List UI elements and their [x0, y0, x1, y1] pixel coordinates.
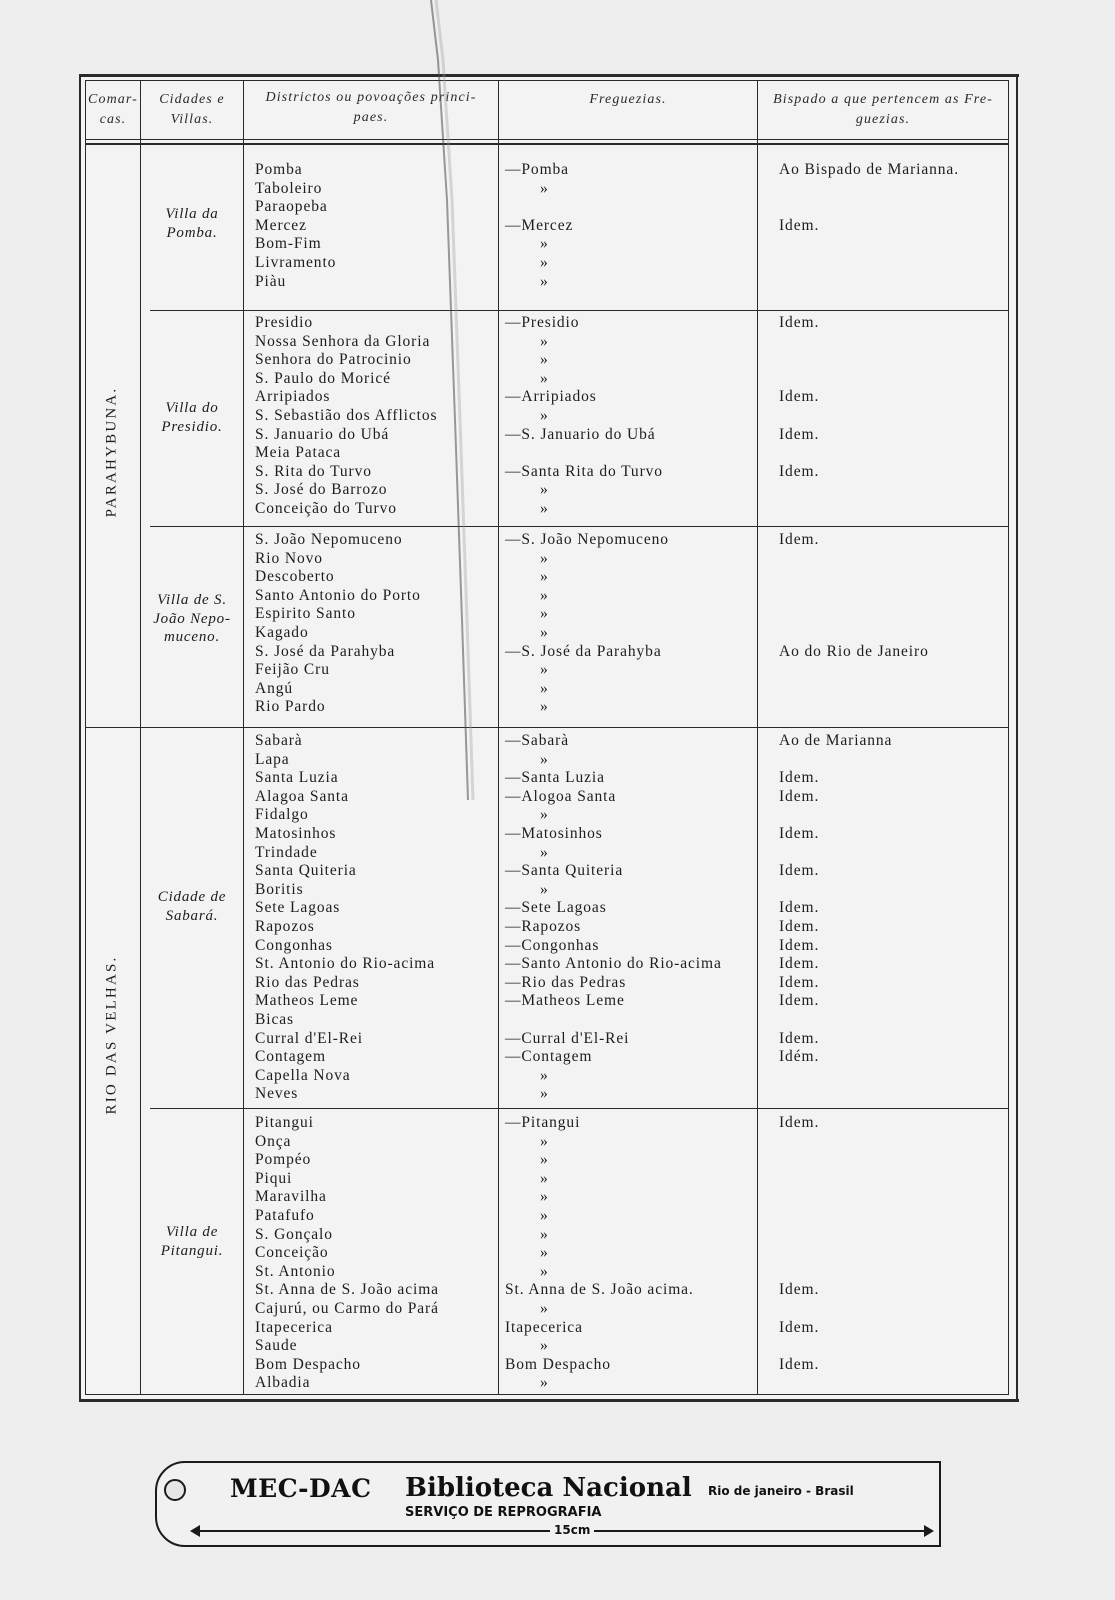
ditto-mark: » [540, 605, 549, 623]
freguezia-cell: —Santa Quiteria [505, 862, 624, 880]
districto-cell: Curral d'El-Rei [255, 1029, 363, 1047]
districto-cell: Cajurú, ou Carmo do Pará [255, 1300, 439, 1317]
ditto-mark: » [540, 1244, 549, 1262]
ditto-mark: » [540, 179, 549, 197]
districto-cell: Piqui [255, 1169, 293, 1187]
freguezia-cell: Itapecerica [505, 1318, 583, 1336]
districto-cell: Senhora do Patrocinio [255, 351, 412, 369]
header-bispado: guezias. [855, 112, 911, 127]
comarca-divider [85, 727, 1008, 728]
villa-name: Cidade de [157, 889, 227, 905]
bispado-cell: Idem. [779, 425, 820, 443]
bispado-cell: Idem. [779, 388, 820, 406]
freguezia-cell: —Santo Antonio do Rio-acima [505, 955, 722, 973]
ditto-mark: » [540, 1085, 549, 1103]
header-freguezias: Freguezias. [589, 92, 667, 107]
districto-cell: Neves [255, 1085, 299, 1103]
villa-name: Presidio. [161, 418, 223, 435]
column-divider [140, 80, 141, 1395]
districto-cell: Livramento [255, 254, 337, 271]
districto-cell: Maravilha [255, 1188, 327, 1206]
row-divider [150, 526, 1008, 527]
bispado-cell: Idem. [779, 462, 820, 480]
districto-cell: Bom Despacho [255, 1355, 361, 1373]
villa-name: Villa da [165, 206, 219, 222]
freguezia-cell: —Pitangui [505, 1114, 581, 1131]
districto-cell: Bicas [255, 1011, 294, 1028]
districto-cell: Presidio [255, 314, 314, 331]
districto-cell: Rio das Pedras [255, 973, 360, 991]
districto-cell: Sabarà [255, 732, 303, 749]
ditto-mark: » [540, 806, 549, 824]
ditto-mark: » [540, 586, 549, 604]
ditto-mark: » [540, 272, 549, 290]
header-districtos: paes. [353, 110, 389, 125]
bispado-cell: Idem. [779, 936, 820, 954]
freguezia-cell: —Arripiados [505, 388, 597, 406]
freguezia-cell: —S. João Nepomuceno [505, 531, 669, 548]
bispado-cell: Idem. [779, 531, 820, 548]
districto-cell: S. José do Barrozo [255, 481, 388, 499]
bispado-cell: Idem. [779, 1114, 820, 1131]
bispado-cell: Idem. [779, 825, 820, 842]
ditto-mark: » [540, 351, 549, 369]
ditto-mark: » [540, 254, 549, 271]
ditto-mark: » [540, 568, 549, 586]
row-divider [150, 310, 1008, 311]
header-comarcas: cas. [99, 112, 127, 127]
ditto-mark: » [540, 1374, 549, 1392]
freguezia-cell: —Santa Luzia [505, 769, 605, 787]
districto-cell: Matheos Leme [255, 992, 359, 1010]
bispado-cell: Idem. [779, 769, 820, 787]
ditto-mark: » [540, 679, 549, 697]
freguezia-cell: Bom Despacho [505, 1355, 611, 1373]
districto-cell: Piàu [255, 272, 287, 290]
districto-cell: Taboleiro [255, 179, 323, 197]
districto-cell: S. Gonçalo [255, 1225, 333, 1243]
ditto-mark: » [540, 698, 549, 716]
ditto-mark: » [540, 500, 549, 517]
comarca-name: RIO DAS VELHAS. [103, 955, 120, 1115]
bispado-cell: Idem. [779, 918, 820, 935]
row-divider [150, 1108, 1008, 1109]
bispado-cell: Idem. [779, 1355, 820, 1373]
districto-cell: Kagado [255, 624, 309, 641]
bispado-cell: Ao Bispado de Marianna. [779, 161, 959, 178]
table-bottom-inner-border [85, 1394, 1009, 1395]
villa-name: Villa do [165, 400, 219, 416]
ditto-mark: » [540, 1169, 549, 1187]
freguezia-cell: —Curral d'El-Rei [505, 1029, 630, 1047]
header-comarcas: Comar- [88, 92, 138, 107]
villa-name: Pomba. [166, 224, 218, 241]
ditto-mark: » [540, 1300, 549, 1317]
districto-cell: Boritis [255, 880, 304, 898]
districto-cell: Contagem [255, 1048, 326, 1066]
districto-cell: Angú [255, 679, 294, 697]
ditto-mark: » [540, 1066, 549, 1084]
villa-name: Sabará. [165, 907, 219, 924]
bispado-cell: Ao de Marianna [779, 732, 893, 749]
freguezia-cell: —Santa Rita do Turvo [505, 462, 663, 480]
column-divider [757, 80, 758, 1395]
ditto-mark: » [540, 407, 549, 424]
freguezia-cell: —S. José da Parahyba [505, 642, 662, 660]
column-divider [498, 80, 499, 1395]
districto-cell: Pompéo [255, 1151, 312, 1169]
districto-cell: St. Antonio do Rio-acima [255, 955, 436, 973]
ditto-mark: » [540, 843, 549, 861]
stamp-library-name: Biblioteca Nacional [405, 1473, 692, 1503]
stamp-service: SERVIÇO DE REPROGRAFIA [405, 1505, 602, 1520]
bispado-cell: Idem. [779, 955, 820, 973]
districto-cell: Santo Antonio do Porto [255, 586, 421, 604]
freguezia-cell: —Rapozos [505, 918, 582, 935]
districto-cell: Saude [255, 1337, 298, 1355]
bispado-cell: Idem. [779, 787, 820, 805]
bispado-cell: Idem. [779, 1281, 820, 1299]
ditto-mark: » [540, 549, 549, 567]
freguezia-cell: —Presidio [505, 314, 580, 331]
freguezia-cell: St. Anna de S. João acima. [505, 1281, 694, 1299]
districto-cell: St. Anna de S. João acima [255, 1281, 439, 1299]
freguezia-cell: —Rio das Pedras [505, 973, 627, 991]
ditto-mark: » [540, 750, 549, 768]
districto-cell: Pomba [255, 161, 303, 178]
districto-cell: Rio Pardo [255, 698, 326, 716]
stamp-location: Rio de janeiro - Brasil [708, 1484, 854, 1498]
comarca-name: PARAHYBUNA. [103, 386, 120, 518]
districto-cell: Conceição [255, 1244, 329, 1262]
bispado-cell: Idem. [779, 862, 820, 880]
districto-cell: Capella Nova [255, 1066, 351, 1084]
villa-name: Villa de S. [157, 592, 227, 608]
ditto-mark: » [540, 1262, 549, 1280]
districto-cell: S. Rita do Turvo [255, 462, 372, 480]
districto-cell: Santa Luzia [255, 769, 339, 787]
bispado-cell: Ao do Rio de Janeiro [779, 642, 929, 660]
districto-cell: Paraopeba [255, 198, 328, 216]
bispado-cell: Idem. [779, 899, 820, 917]
districto-cell: S. Januario do Ubá [255, 425, 390, 443]
districto-cell: Espirito Santo [255, 605, 356, 623]
ditto-mark: » [540, 369, 549, 387]
header-bispado: Bispado a que pertencem as Fre- [773, 92, 993, 107]
ditto-mark: » [540, 624, 549, 641]
ditto-mark: » [540, 1337, 549, 1355]
stamp-hole [164, 1479, 186, 1501]
freguezia-cell: —Mercez [505, 216, 574, 234]
villa-name: João Nepo- [153, 610, 231, 627]
freguezia-cell: —Sabarà [505, 732, 569, 749]
districto-cell: Lapa [255, 750, 290, 768]
table-right-inner-border [1008, 80, 1009, 1395]
header-cidades: Cidades e [159, 92, 225, 107]
table-bottom-border [79, 1399, 1019, 1402]
districto-cell: Arripiados [255, 388, 331, 406]
districto-cell: Trindade [255, 843, 318, 861]
districto-cell: Bom-Fim [255, 235, 322, 253]
freguezia-cell: —Pomba [505, 161, 569, 178]
districto-cell: S. Sebastião dos Afflictos [255, 407, 438, 424]
table-top-border [79, 74, 1019, 77]
header-bottom-rule [85, 139, 1009, 140]
ditto-mark: » [540, 1225, 549, 1243]
districto-cell: Meia Pataca [255, 444, 342, 462]
freguezia-cell: —Alogoa Santa [505, 787, 617, 805]
table-top-inner-border [85, 80, 1009, 81]
villa-name: Pitangui. [160, 1242, 224, 1259]
districto-cell: S. João Nepomuceno [255, 531, 403, 548]
header-districtos: Districtos ou povoações princi- [265, 90, 477, 105]
districto-cell: Conceição do Turvo [255, 500, 397, 517]
bispado-cell: Idem. [779, 314, 820, 331]
scale-label: 15cm [550, 1522, 594, 1538]
villa-name: muceno. [164, 629, 220, 646]
bispado-cell: Idem. [779, 1029, 820, 1047]
freguezia-cell: —Matosinhos [505, 825, 603, 842]
districto-cell: Alagoa Santa [255, 787, 349, 805]
districto-cell: Rio Novo [255, 549, 323, 567]
districto-cell: Onça [255, 1132, 292, 1150]
districto-cell: S. Paulo do Moricé [255, 369, 391, 387]
districto-cell: S. José da Parahyba [255, 642, 396, 660]
ditto-mark: » [540, 880, 549, 898]
districto-cell: Pitangui [255, 1114, 314, 1131]
header-cidades: Villas. [170, 112, 214, 127]
ditto-mark: » [540, 1151, 549, 1169]
districto-cell: Sete Lagoas [255, 899, 341, 917]
ditto-mark: » [540, 1188, 549, 1206]
bispado-cell: Idem. [779, 973, 820, 991]
districto-cell: Patafufo [255, 1207, 315, 1224]
table-left-inner-border [85, 80, 86, 1395]
column-divider [243, 80, 244, 1395]
bispado-cell: Idem. [779, 992, 820, 1010]
districto-cell: Descoberto [255, 568, 335, 586]
districto-cell: Santa Quiteria [255, 862, 357, 880]
districto-cell: Mercez [255, 216, 307, 234]
districto-cell: Rapozos [255, 918, 315, 935]
districto-cell: Nossa Senhora da Gloria [255, 332, 431, 350]
ditto-mark: » [540, 1207, 549, 1224]
villa-name: Villa de [165, 1224, 219, 1240]
districto-cell: Albadia [255, 1374, 311, 1392]
ditto-mark: » [540, 661, 549, 679]
table-right-border [1016, 74, 1018, 1402]
districto-cell: Feijão Cru [255, 661, 330, 679]
header-bottom-rule-thick [85, 143, 1009, 145]
bispado-cell: Idém. [779, 1048, 820, 1066]
districto-cell: St. Antonio [255, 1262, 336, 1280]
ditto-mark: » [540, 481, 549, 499]
districto-cell: Fidalgo [255, 806, 309, 824]
freguezia-cell: —Matheos Leme [505, 992, 625, 1010]
ditto-mark: » [540, 235, 549, 253]
freguezia-cell: —Sete Lagoas [505, 899, 607, 917]
freguezia-cell: —Congonhas [505, 936, 600, 954]
freguezia-cell: —Contagem [505, 1048, 593, 1066]
table-left-border [79, 74, 81, 1402]
districto-cell: Itapecerica [255, 1318, 333, 1336]
districto-cell: Matosinhos [255, 825, 337, 842]
ditto-mark: » [540, 1132, 549, 1150]
districto-cell: Congonhas [255, 936, 333, 954]
bispado-cell: Idem. [779, 216, 820, 234]
stamp-org: MEC-DAC [230, 1474, 372, 1503]
freguezia-cell: —S. Januario do Ubá [505, 425, 656, 443]
ditto-mark: » [540, 332, 549, 350]
bispado-cell: Idem. [779, 1318, 820, 1336]
